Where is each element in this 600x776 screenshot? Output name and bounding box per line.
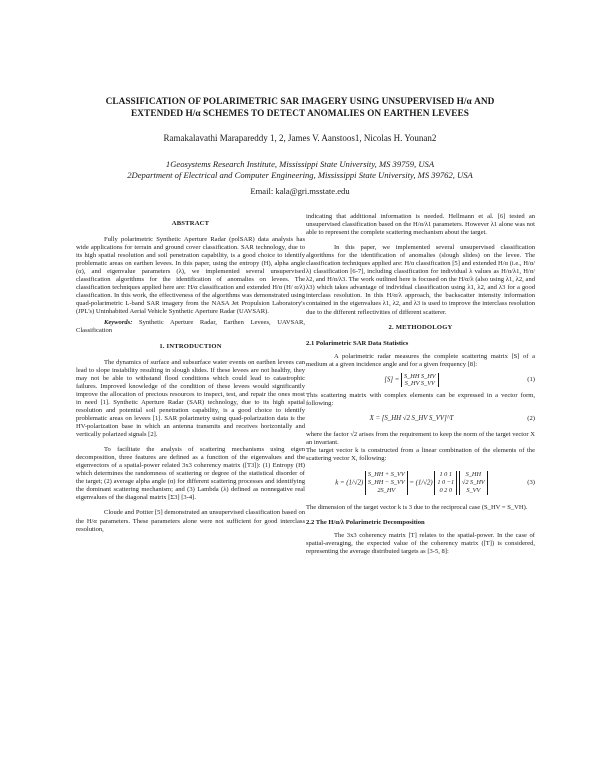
- keywords: [76, 319, 305, 335]
- subsection-heading-2-1: 2.1 Polarimetric SAR Data Statistics: [306, 339, 409, 347]
- right-paragraph-3: A polarimetric radar measures the complete scattering matrix [S] of a medium at a given incidence angle and for a given frequency [8]:: [306, 352, 535, 368]
- intro-paragraph-2: To facilitate the analysis of scattering mechanisms using eigen decomposition, three features are defined as a function of the eigenvalues and the eigenvectors of a spatial-power related 3x3 coherency matrix ([T3]): (1) Entropy (H) which determines the randomness of scattering or degree of the statistical disorder of the target; (2) average alpha angle (α) for different scattering processes and identifying the dominant scattering mechanism; and (3) Lambda (λ) defined as nonnegative real eigenvalues of the diagonal matrix [Σ3] [3-4].: [76, 446, 305, 502]
- title-line-1: CLASSIFICATION OF POLARIMETRIC SAR IMAGERY USING UNSUPERVISED H/α AND: [105, 97, 495, 107]
- matrix-row: S_HV S_VV: [404, 379, 435, 387]
- equation-3-body: [306, 471, 517, 495]
- affiliation-2: 2Department of Electrical and Computer Engineering, Mississippi State University, MS 39762, USA: [127, 170, 473, 180]
- title-line-2: EXTENDED H/α SCHEMES TO DETECT ANOMALIES ON EARTHEN LEVEES: [131, 109, 469, 119]
- intro-paragraph-1: The dynamics of surface and subsurface water events on earthen levees can lead to slope instability resulting in slough slides. If these levees are not healthy, they may not be able to withstand flood conditions which could lead to catastrophic failures. Improved knowledge of the condition of these levees would significantly improve the allocation of precious resources to inspect, test, and repair the ones most in need [1]. Synthetic Aperture Radar (SAR) technology, due to its high spatial resolution and potential soil penetration capability, is a good choice to identify problematic areas on levees [1]. SAR polarimetry using quad-polarization data is the HV-polarization base in which an antenna transmits and receives horizontally and vertically polarized signals [2].: [76, 358, 305, 439]
- subsection-heading-2-2: 2.2 The H/α/λ Polarimetric Decomposition: [306, 519, 425, 527]
- equation-1-body: [306, 373, 517, 387]
- equation-3-lhs: k = (1/√2): [335, 479, 364, 487]
- intro-heading: 1. INTRODUCTION: [159, 342, 222, 350]
- right-column: [306, 213, 535, 556]
- keywords-label: Keywords:: [104, 318, 133, 326]
- vector-row: S_HH: [465, 471, 482, 479]
- vector-row: S_HH + S_VV: [367, 471, 405, 479]
- vector-row: S_VV: [466, 487, 481, 495]
- right-paragraph-1: indicating that additional information is needed. Hellmann et al. [6] tested an unsupervised classification based on the H/α/λ1 parameters. However λ1 alone was not able to represent the complete scattering mechanism about the target.: [306, 213, 535, 237]
- abstract-text: Fully polarimetric Synthetic Aperture Radar (polSAR) data analysis has wide applications for terrain and ground cover classification. SAR technology, due to its high spatial resolution and soil penetration capability, is a good choice to identify problematic areas on earthen levees. In this paper, using the entropy (H), alpha angle (α), and eigenvalue parameters (λ), we implemented several unsupervised classification algorithms for the identification of anomalies on levees. The classification techniques applied here are: H/α classification and extended H/α (H/ α/λ) classification. In this work, the effectiveness of the algorithms was demonstrated using quad-polarimetric L-band SAR imagery from the NASA Jet Propulsion Laboratory's (JPL's) Uninhabited Aerial Vehicle Synthetic Aperture Radar (UAVSAR).: [76, 236, 305, 316]
- transform-matrix: [434, 471, 457, 495]
- equation-3: [306, 466, 535, 500]
- right-paragraph-8: The 3x3 coherency matrix [T] relates to the spatial-power. In the case of spatial-averaging, the expected value of the coherency matrix ([T]) is considered, representing the average distributed targets as [3-5, 8]:: [306, 532, 535, 556]
- matrix-row: S_HH S_HV: [404, 372, 436, 380]
- equation-3-mid: = (1/√2): [409, 479, 433, 487]
- equation-1-number: (1): [527, 375, 535, 383]
- equation-3-vector: [365, 471, 408, 495]
- scattering-matrix: [401, 373, 439, 387]
- equation-2-number: (2): [527, 414, 535, 422]
- matrix-row: 1 0 −1: [437, 479, 455, 487]
- vector-row: S_HH − S_VV: [367, 479, 405, 487]
- matrix-row: 0 2 0: [439, 487, 453, 495]
- affiliations: [60, 159, 540, 181]
- equation-3-number: (3): [527, 479, 535, 486]
- equation-1-lhs: [S] =: [384, 376, 400, 384]
- equation-2-body: X = [S_HH √2 S_HV S_VV]^T: [369, 414, 454, 422]
- scattering-vector: [459, 471, 488, 495]
- right-paragraph-2: In this paper, we implemented several unsupervised classification algorithms for the identification of anomalies (slough slides) on the levee. The classification techniques applied are: H/α classification [5] and extended H/α (i.e., H/α/λ) classification [6-7], including classification for individual λ values as H/α/λ1, H/α/λ2, and H/α/λ3. The work outlined here is focused on the H/α/λ (also using λ1, λ2, and λ3) which takes advantage of individual classification using λ1, λ2, and λ3 for a good interclass resolution. In this H/α/λ approach, the backscatter intensity information contained in the eigenvalues λ1, λ2, and λ3 is used to improve the interclass resolution due to the different reflectivities of different scatterer.: [306, 244, 535, 316]
- methodology-heading: 2. METHODOLOGY: [388, 323, 453, 331]
- right-paragraph-7: The dimension of the target vector k is 3 due to the reciprocal case (S_HV = S_VH).: [306, 504, 528, 512]
- vector-row: √2 S_HV: [461, 479, 485, 487]
- right-paragraph-5: where the factor √2 arises from the requirement to keep the norm of the target vector X an invariant.: [306, 430, 535, 446]
- intro-paragraph-3: Cloude and Pottier [5] demonstrated an unsupervised classification based on the H/α parameters. These parameters alone were not sufficient for good interclass resolution,: [76, 509, 305, 533]
- matrix-row: 1 0 1: [439, 471, 453, 479]
- keywords-text: Synthetic Aperture Radar, Earthen Levees, UAVSAR, Classification: [76, 318, 305, 334]
- affiliation-1: 1Geosystems Research Institute, Mississippi State University, MS 39759, USA: [165, 159, 435, 169]
- right-paragraph-6: The target vector k is constructed from a linear combination of the elements of the scattering vector X, following:: [306, 446, 535, 462]
- contact-email: Email: kala@gri.msstate.edu: [250, 186, 350, 196]
- abstract-heading: ABSTRACT: [171, 220, 210, 227]
- paper-title: [60, 96, 540, 120]
- left-column: [76, 220, 305, 534]
- author-list: Ramakalavathi Marapareddy 1, 2, James V. Aanstoos1, Nicolas H. Younan2: [163, 133, 437, 143]
- vector-row: 2S_HV: [377, 487, 396, 495]
- equation-1: [306, 372, 535, 388]
- equation-2: [306, 411, 535, 427]
- right-paragraph-4: This scattering matrix with complex elements can be expressed in a vector form, following:: [306, 391, 535, 407]
